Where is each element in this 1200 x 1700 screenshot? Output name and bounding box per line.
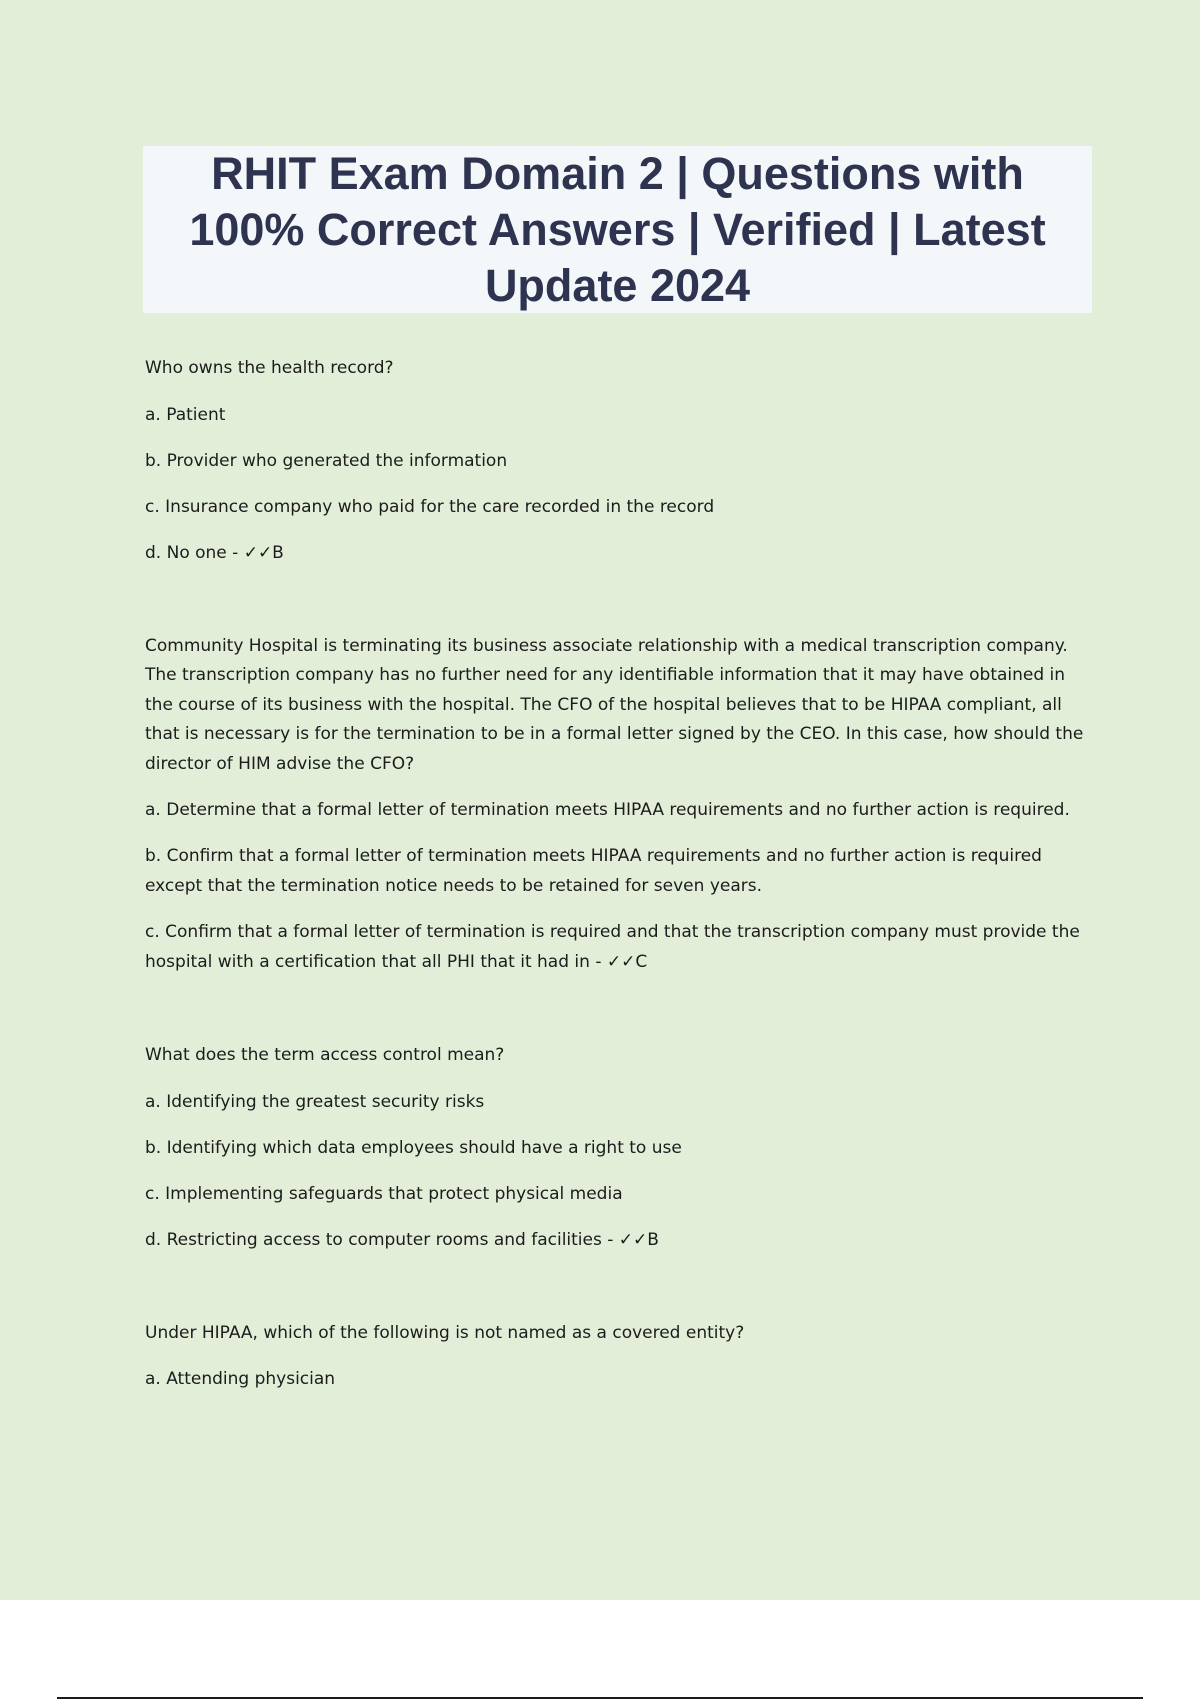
document-title: RHIT Exam Domain 2 | Questions with 100% Correct Answers | Verified | Latest Update 2024 <box>189 147 1046 311</box>
answer-option: b. Identifying which data employees should have a right to use <box>145 1137 682 1158</box>
answer-option: d. No one - ✓✓B <box>145 542 284 563</box>
answer-option: c. Insurance company who paid for the care recorded in the record <box>145 496 715 517</box>
question-block-4 <box>145 1319 1085 1395</box>
question-text: Under HIPAA, which of the following is not named as a covered entity? <box>145 1322 745 1343</box>
answer-option: a. Identifying the greatest security risks <box>145 1091 485 1112</box>
answer-option: b. Confirm that a formal letter of termination meets HIPAA requirements and no further action is required except that the termination notice needs to be retained for seven years. <box>145 846 1042 896</box>
answer-option: c. Implementing safeguards that protect physical media <box>145 1183 623 1204</box>
footer-divider <box>57 1697 1143 1699</box>
question-block-3 <box>145 1041 1085 1255</box>
question-text: Community Hospital is terminating its business associate relationship with a medical transcription company. The transcription company has no further need for any identifiable information that it may have obtained in the course of its business with the hospital. The CFO of the hospital believes that to be HIPAA compliant, all that is necessary is for the termination to be in a formal letter signed by the CEO. In this case, how should the director of HIM advise the CFO? <box>145 635 1084 774</box>
question-list <box>145 354 1085 1410</box>
answer-option: a. Determine that a formal letter of termination meets HIPAA requirements and no further action is required. <box>145 800 1070 820</box>
answer-option: a. Attending physician <box>145 1369 336 1389</box>
answer-option: b. Provider who generated the information <box>145 450 508 471</box>
answer-option: a. Patient <box>145 404 226 425</box>
question-text: Who owns the health record? <box>145 358 394 378</box>
question-block-1 <box>145 354 1085 568</box>
question-block-2 <box>145 632 1085 978</box>
answer-option: d. Restricting access to computer rooms and facilities - ✓✓B <box>145 1229 659 1250</box>
answer-option: c. Confirm that a formal letter of termination is required and that the transcription company must provide the hospital with a certification that all PHI that it had in - ✓✓C <box>145 922 1080 972</box>
question-text: What does the term access control mean? <box>145 1045 505 1065</box>
title-banner <box>143 146 1092 313</box>
